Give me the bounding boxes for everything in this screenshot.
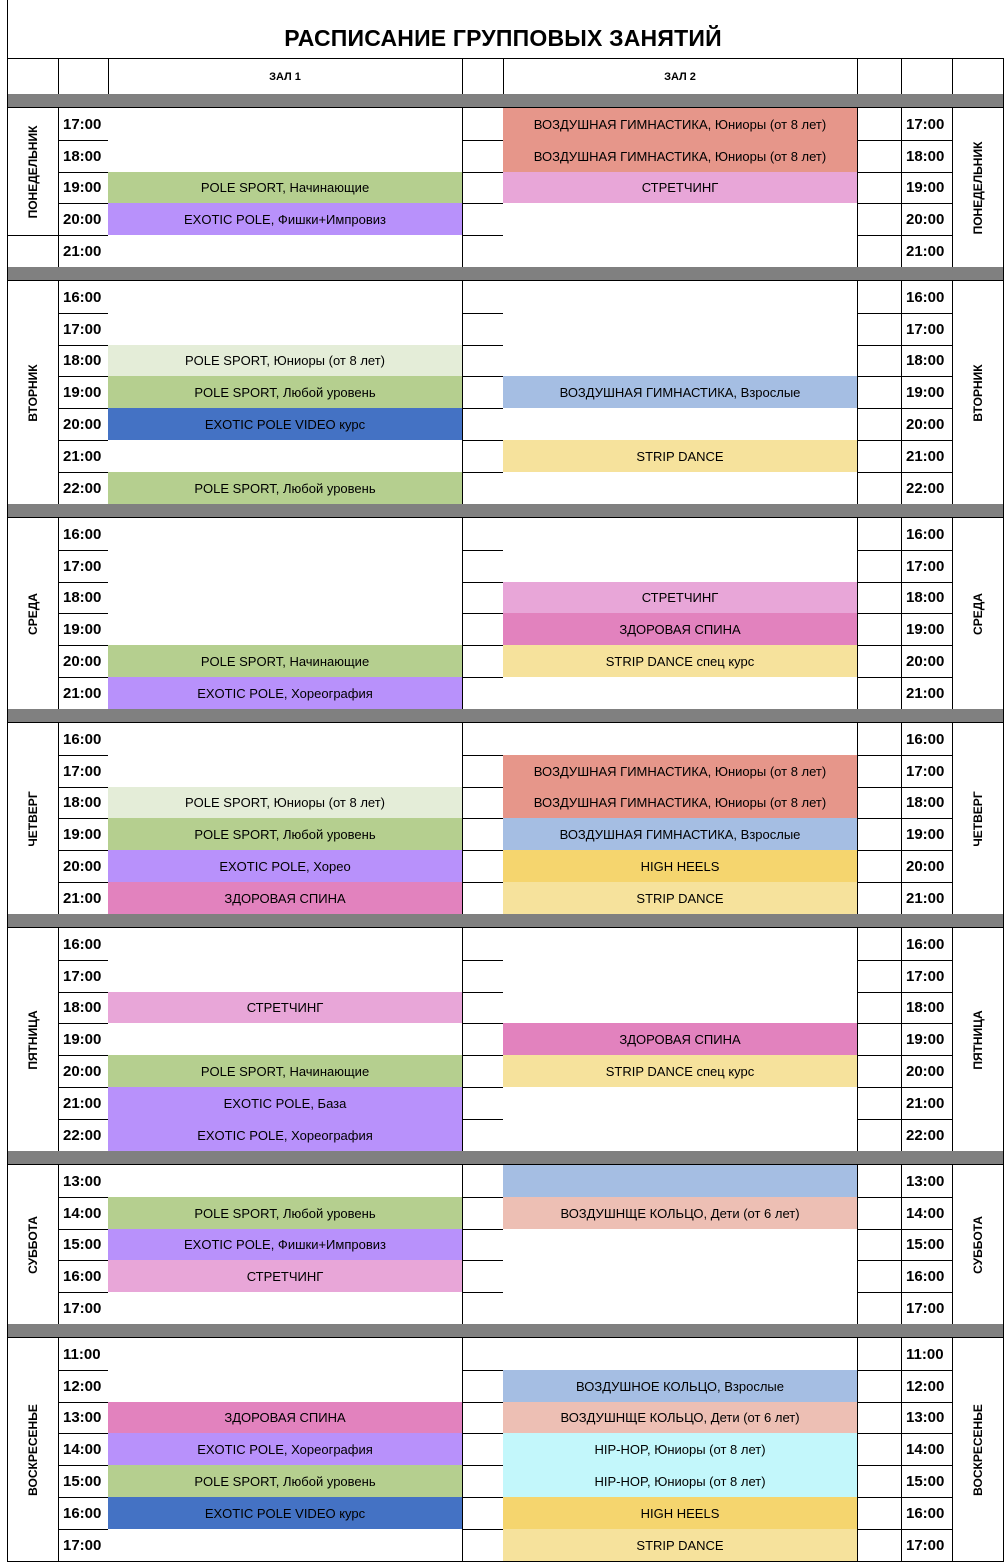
time-right: 14:00 (901, 1433, 953, 1466)
class-hall-1[interactable]: EXOTIC POLE, Хореография (108, 1433, 463, 1466)
time-left: 17:00 (58, 755, 109, 788)
spacer-cell (857, 723, 902, 756)
class-hall-2[interactable]: HIP-HOP, Юниоры (от 8 лет) (503, 1465, 858, 1498)
time-right: 16:00 (901, 281, 953, 314)
time-left: 20:00 (58, 203, 109, 236)
spacer-cell (857, 203, 902, 236)
time-right: 20:00 (901, 645, 953, 678)
class-hall-1[interactable]: POLE SPORT, Любой уровень (108, 376, 463, 409)
spacer-cell (857, 1529, 902, 1562)
spacer-cell (857, 645, 902, 678)
class-hall-1[interactable]: EXOTIC POLE, База (108, 1087, 463, 1120)
spacer-cell (857, 1370, 902, 1403)
time-right: 16:00 (901, 518, 953, 551)
time-left: 17:00 (58, 108, 109, 141)
spacer-cell (857, 1292, 902, 1325)
class-hall-1[interactable]: EXOTIC POLE, Хореография (108, 677, 463, 710)
time-right: 21:00 (901, 235, 953, 268)
empty-slot-hall-1 (108, 1529, 463, 1562)
empty-slot-hall-1 (108, 1023, 463, 1056)
header-cell (857, 58, 902, 95)
class-hall-2[interactable]: ВОЗДУШНЩЕ КОЛЬЦО, Дети (от 6 лет) (503, 1197, 858, 1230)
day-separator-band (7, 504, 1004, 518)
empty-slot-hall-1 (108, 550, 463, 583)
day-label-left: ВОСКРЕСЕНЬЕ (26, 1403, 40, 1496)
spacer-cell (462, 1338, 504, 1371)
time-left: 11:00 (58, 1338, 109, 1371)
class-hall-2[interactable]: ВОЗДУШНАЯ ГИМНАСТИКА, Юниоры (от 8 лет) (503, 755, 858, 788)
time-left: 12:00 (58, 1370, 109, 1403)
spacer-cell (462, 1055, 504, 1088)
spacer-cell (462, 203, 504, 236)
time-left: 18:00 (58, 992, 109, 1024)
time-right: 22:00 (901, 472, 953, 505)
spacer-cell (462, 582, 504, 614)
empty-slot-hall-2 (503, 1229, 858, 1261)
spacer-cell (857, 613, 902, 646)
class-hall-1[interactable]: EXOTIC POLE VIDEO курс (108, 408, 463, 441)
time-right: 21:00 (901, 440, 953, 473)
time-left: 16:00 (58, 518, 109, 551)
time-left: 21:00 (58, 235, 109, 268)
class-hall-1[interactable]: ЗДОРОВАЯ СПИНА (108, 1402, 463, 1434)
time-right: 20:00 (901, 1055, 953, 1088)
spacer-cell (857, 172, 902, 204)
empty-slot-hall-1 (108, 582, 463, 614)
time-right: 17:00 (901, 108, 953, 141)
spacer-cell (462, 1197, 504, 1230)
day-label-right: ПЯТНИЦА (971, 1009, 985, 1070)
spacer-cell (857, 550, 902, 583)
spacer-cell (857, 518, 902, 551)
day-label-left: ПЯТНИЦА (26, 1009, 40, 1070)
class-hall-2[interactable]: СТРЕТЧИНГ (503, 582, 858, 614)
spacer-cell (857, 1023, 902, 1056)
time-right: 21:00 (901, 677, 953, 710)
spacer-cell (462, 960, 504, 993)
empty-slot-hall-2 (503, 928, 858, 961)
empty-slot-hall-2 (503, 345, 858, 377)
spacer-cell (857, 313, 902, 346)
spacer-cell (462, 1292, 504, 1325)
empty-slot-hall-1 (108, 518, 463, 551)
empty-slot-hall-2 (503, 281, 858, 314)
empty-slot-hall-2 (503, 203, 858, 236)
spacer-cell (462, 1465, 504, 1498)
spacer-cell (857, 1055, 902, 1088)
day-separator-band (7, 1151, 1004, 1165)
spacer-cell (857, 1165, 902, 1198)
empty-slot-hall-2 (503, 1119, 858, 1152)
class-hall-1[interactable]: EXOTIC POLE, Хореография (108, 1119, 463, 1152)
spacer-cell (857, 1465, 902, 1498)
spacer-cell (857, 787, 902, 819)
empty-slot-hall-1 (108, 960, 463, 993)
time-right: 16:00 (901, 1497, 953, 1530)
spacer-cell (462, 645, 504, 678)
class-hall-2[interactable]: HIGH HEELS (503, 850, 858, 883)
time-left: 22:00 (58, 1119, 109, 1152)
day-label-right: СРЕДА (971, 592, 985, 635)
empty-slot-hall-2 (503, 960, 858, 993)
day-label-box-extra (7, 235, 59, 268)
empty-slot-hall-2 (503, 723, 858, 756)
time-left: 19:00 (58, 1023, 109, 1056)
spacer-cell (462, 408, 504, 441)
time-right: 21:00 (901, 882, 953, 915)
spacer-cell (462, 677, 504, 710)
time-right: 19:00 (901, 172, 953, 204)
spacer-cell (462, 313, 504, 346)
time-right: 22:00 (901, 1119, 953, 1152)
time-left: 18:00 (58, 582, 109, 614)
time-right: 12:00 (901, 1370, 953, 1403)
spacer-cell (857, 992, 902, 1024)
page-title: РАСПИСАНИЕ ГРУППОВЫХ ЗАНЯТИЙ (284, 25, 722, 51)
spacer-cell (857, 1197, 902, 1230)
spacer-cell (462, 787, 504, 819)
spacer-cell (857, 1229, 902, 1261)
time-left: 18:00 (58, 140, 109, 173)
class-hall-2[interactable]: ВОЗДУШНЩЕ КОЛЬЦО, Дети (от 6 лет) (503, 1402, 858, 1434)
header-cell (7, 58, 59, 95)
class-hall-2[interactable]: ВОЗДУШНОЕ КОЛЬЦО, Взрослые (503, 1370, 858, 1403)
class-hall-2[interactable]: STRIP DANCE (503, 440, 858, 473)
empty-slot-hall-1 (108, 613, 463, 646)
time-right: 18:00 (901, 140, 953, 173)
time-left: 17:00 (58, 313, 109, 346)
spacer-cell (462, 1229, 504, 1261)
time-right: 15:00 (901, 1229, 953, 1261)
spacer-cell (462, 376, 504, 409)
time-left: 14:00 (58, 1433, 109, 1466)
day-separator-band (7, 267, 1004, 281)
spacer-cell (857, 1433, 902, 1466)
class-hall-1[interactable]: СТРЕТЧИНГ (108, 1260, 463, 1293)
empty-slot-hall-1 (108, 313, 463, 346)
spacer-cell (462, 1497, 504, 1530)
header-cell (952, 58, 1004, 95)
time-right: 18:00 (901, 787, 953, 819)
time-right: 17:00 (901, 755, 953, 788)
class-hall-2[interactable]: STRIP DANCE (503, 882, 858, 915)
spacer-cell (857, 1338, 902, 1371)
spacer-cell (857, 1497, 902, 1530)
time-left: 21:00 (58, 1087, 109, 1120)
time-left: 19:00 (58, 613, 109, 646)
time-right: 20:00 (901, 850, 953, 883)
time-left: 17:00 (58, 1292, 109, 1325)
spacer-cell (462, 613, 504, 646)
spacer-cell (462, 882, 504, 915)
empty-slot-hall-2 (503, 1292, 858, 1325)
class-hall-1[interactable]: POLE SPORT, Любой уровень (108, 472, 463, 505)
class-hall-2[interactable]: ВОЗДУШНАЯ ГИМНАСТИКА, Взрослые (503, 376, 858, 409)
empty-slot-hall-1 (108, 1165, 463, 1198)
empty-slot-hall-2 (503, 1338, 858, 1371)
header-cell (58, 58, 109, 95)
header-cell (901, 58, 953, 95)
class-hall-1[interactable]: POLE SPORT, Начинающие (108, 645, 463, 678)
empty-slot-hall-2 (503, 235, 858, 268)
spacer-cell (462, 518, 504, 551)
class-hall-2[interactable]: ВОЗДУШНАЯ ГИМНАСТИКА, Юниоры (от 8 лет) (503, 140, 858, 173)
spacer-cell (857, 928, 902, 961)
spacer-cell (857, 376, 902, 409)
class-hall-1[interactable]: EXOTIC POLE, Фишки+Импровиз (108, 203, 463, 236)
day-label-left: ВТОРНИК (26, 363, 40, 422)
time-left: 21:00 (58, 440, 109, 473)
spacer-cell (857, 1087, 902, 1120)
empty-slot-hall-1 (108, 140, 463, 173)
class-hall-1[interactable]: POLE SPORT, Начинающие (108, 172, 463, 204)
time-left: 21:00 (58, 882, 109, 915)
time-right: 15:00 (901, 1465, 953, 1498)
time-right: 17:00 (901, 550, 953, 583)
spacer-cell (462, 1119, 504, 1152)
empty-slot-hall-2 (503, 518, 858, 551)
class-hall-1[interactable]: EXOTIC POLE, Хорео (108, 850, 463, 883)
spacer-cell (462, 281, 504, 314)
class-hall-1[interactable]: POLE SPORT, Любой уровень (108, 1197, 463, 1230)
class-hall-2[interactable]: ВОЗДУШНАЯ ГИМНАСТИКА, Юниоры (от 8 лет) (503, 787, 858, 819)
spacer-cell (462, 108, 504, 141)
empty-slot-hall-1 (108, 108, 463, 141)
spacer-cell (462, 172, 504, 204)
spacer-cell (857, 140, 902, 173)
spacer-cell (462, 1165, 504, 1198)
time-left: 20:00 (58, 850, 109, 883)
empty-slot-hall-1 (108, 281, 463, 314)
spacer-cell (857, 345, 902, 377)
class-hall-1[interactable]: POLE SPORT, Любой уровень (108, 1465, 463, 1498)
spacer-cell (462, 472, 504, 505)
spacer-cell (462, 1260, 504, 1293)
empty-slot-hall-2 (503, 313, 858, 346)
time-left: 20:00 (58, 408, 109, 441)
day-separator-band (7, 914, 1004, 928)
spacer-cell (857, 582, 902, 614)
class-hall-2[interactable]: ВОЗДУШНАЯ ГИМНАСТИКА, Взрослые (503, 818, 858, 851)
class-hall-1[interactable]: EXOTIC POLE, Фишки+Импровиз (108, 1229, 463, 1261)
spacer-cell (462, 850, 504, 883)
time-left: 17:00 (58, 1529, 109, 1562)
header-cell (462, 58, 504, 95)
day-label-right: ВТОРНИК (971, 363, 985, 422)
spacer-cell (462, 550, 504, 583)
empty-slot-hall-2 (503, 677, 858, 710)
spacer-cell (462, 1087, 504, 1120)
time-left: 19:00 (58, 376, 109, 409)
time-left: 16:00 (58, 1260, 109, 1293)
time-left: 16:00 (58, 723, 109, 756)
time-left: 14:00 (58, 1197, 109, 1230)
day-label-right: ВОСКРЕСЕНЬЕ (971, 1403, 985, 1496)
spacer-cell (462, 1433, 504, 1466)
time-left: 18:00 (58, 345, 109, 377)
time-left: 13:00 (58, 1165, 109, 1198)
class-hall-1[interactable]: POLE SPORT, Юниоры (от 8 лет) (108, 787, 463, 819)
spacer-cell (462, 723, 504, 756)
day-label-right: ПОНЕДЕЛЬНИК (971, 141, 985, 234)
day-separator-band (7, 709, 1004, 723)
empty-slot-hall-1 (108, 1370, 463, 1403)
empty-slot-hall-2 (503, 1087, 858, 1120)
time-left: 15:00 (58, 1229, 109, 1261)
empty-slot-hall-1 (108, 440, 463, 473)
time-right: 20:00 (901, 408, 953, 441)
time-left: 18:00 (58, 787, 109, 819)
class-hall-1[interactable]: EXOTIC POLE VIDEO курс (108, 1497, 463, 1530)
spacer-cell (462, 235, 504, 268)
spacer-cell (462, 992, 504, 1024)
spacer-cell (462, 1402, 504, 1434)
empty-slot-hall-1 (108, 723, 463, 756)
time-right: 17:00 (901, 313, 953, 346)
empty-slot-hall-2 (503, 1260, 858, 1293)
time-left: 20:00 (58, 645, 109, 678)
time-right: 17:00 (901, 1292, 953, 1325)
day-label-left: ЧЕТВЕРГ (26, 790, 40, 847)
hall-1-header: ЗАЛ 1 (108, 58, 463, 95)
spacer-cell (857, 677, 902, 710)
spacer-cell (462, 1023, 504, 1056)
class-hall-1[interactable]: POLE SPORT, Любой уровень (108, 818, 463, 851)
spacer-cell (857, 1260, 902, 1293)
spacer-cell (462, 140, 504, 173)
time-left: 13:00 (58, 1402, 109, 1434)
day-label-left: СУББОТА (26, 1215, 40, 1274)
time-left: 17:00 (58, 960, 109, 993)
time-right: 19:00 (901, 613, 953, 646)
time-left: 19:00 (58, 818, 109, 851)
class-hall-2[interactable]: STRIP DANCE спец курс (503, 1055, 858, 1088)
empty-slot-hall-1 (108, 1292, 463, 1325)
time-left: 17:00 (58, 550, 109, 583)
class-hall-2[interactable]: ЗДОРОВАЯ СПИНА (503, 613, 858, 646)
time-right: 17:00 (901, 1529, 953, 1562)
time-right: 13:00 (901, 1165, 953, 1198)
time-right: 18:00 (901, 992, 953, 1024)
time-right: 19:00 (901, 818, 953, 851)
empty-slot-hall-2 (503, 992, 858, 1024)
empty-slot-hall-1 (108, 1338, 463, 1371)
time-right: 16:00 (901, 1260, 953, 1293)
spacer-cell (462, 345, 504, 377)
empty-slot-hall-2 (503, 1165, 858, 1198)
spacer-cell (857, 850, 902, 883)
time-right: 13:00 (901, 1402, 953, 1434)
time-left: 22:00 (58, 472, 109, 505)
time-right: 21:00 (901, 1087, 953, 1120)
empty-slot-hall-1 (108, 928, 463, 961)
class-hall-2[interactable]: STRIP DANCE спец курс (503, 645, 858, 678)
empty-slot-hall-1 (108, 755, 463, 788)
spacer-cell (462, 440, 504, 473)
class-hall-2[interactable]: ВОЗДУШНАЯ ГИМНАСТИКА, Юниоры (от 8 лет) (503, 108, 858, 141)
time-right: 19:00 (901, 1023, 953, 1056)
spacer-cell (857, 1402, 902, 1434)
class-hall-1[interactable]: СТРЕТЧИНГ (108, 992, 463, 1024)
time-right: 16:00 (901, 723, 953, 756)
day-separator-band (7, 94, 1004, 108)
spacer-cell (462, 755, 504, 788)
class-hall-1[interactable]: POLE SPORT, Начинающие (108, 1055, 463, 1088)
time-right: 18:00 (901, 345, 953, 377)
class-hall-2[interactable]: HIP-HOP, Юниоры (от 8 лет) (503, 1433, 858, 1466)
day-label-left: СРЕДА (26, 592, 40, 635)
empty-slot-hall-1 (108, 235, 463, 268)
time-right: 20:00 (901, 203, 953, 236)
spacer-cell (857, 960, 902, 993)
time-left: 19:00 (58, 172, 109, 204)
spacer-cell (857, 408, 902, 441)
class-hall-2[interactable]: STRIP DANCE (503, 1529, 858, 1562)
class-hall-1[interactable]: POLE SPORT, Юниоры (от 8 лет) (108, 345, 463, 377)
time-right: 16:00 (901, 928, 953, 961)
time-right: 18:00 (901, 582, 953, 614)
spacer-cell (857, 1119, 902, 1152)
empty-slot-hall-2 (503, 408, 858, 441)
time-left: 16:00 (58, 928, 109, 961)
spacer-cell (857, 108, 902, 141)
spacer-cell (857, 235, 902, 268)
class-hall-1[interactable]: ЗДОРОВАЯ СПИНА (108, 882, 463, 915)
spacer-cell (857, 440, 902, 473)
class-hall-2[interactable]: СТРЕТЧИНГ (503, 172, 858, 204)
day-label-right: ЧЕТВЕРГ (971, 790, 985, 847)
spacer-cell (462, 928, 504, 961)
time-left: 15:00 (58, 1465, 109, 1498)
spacer-cell (857, 882, 902, 915)
time-right: 17:00 (901, 960, 953, 993)
time-left: 16:00 (58, 281, 109, 314)
spacer-cell (857, 281, 902, 314)
time-right: 11:00 (901, 1338, 953, 1371)
spacer-cell (857, 472, 902, 505)
empty-slot-hall-2 (503, 550, 858, 583)
class-hall-2[interactable]: HIGH HEELS (503, 1497, 858, 1530)
spacer-cell (462, 1529, 504, 1562)
spacer-cell (462, 818, 504, 851)
day-label-left: ПОНЕДЕЛЬНИК (26, 125, 40, 218)
time-left: 16:00 (58, 1497, 109, 1530)
time-left: 20:00 (58, 1055, 109, 1088)
time-right: 19:00 (901, 376, 953, 409)
spacer-cell (462, 1370, 504, 1403)
empty-slot-hall-2 (503, 472, 858, 505)
class-hall-2[interactable]: ЗДОРОВАЯ СПИНА (503, 1023, 858, 1056)
spacer-cell (857, 818, 902, 851)
spacer-cell (857, 755, 902, 788)
day-separator-band (7, 1324, 1004, 1338)
day-label-right: СУББОТА (971, 1215, 985, 1274)
hall-2-header: ЗАЛ 2 (503, 58, 858, 95)
time-right: 14:00 (901, 1197, 953, 1230)
time-left: 21:00 (58, 677, 109, 710)
